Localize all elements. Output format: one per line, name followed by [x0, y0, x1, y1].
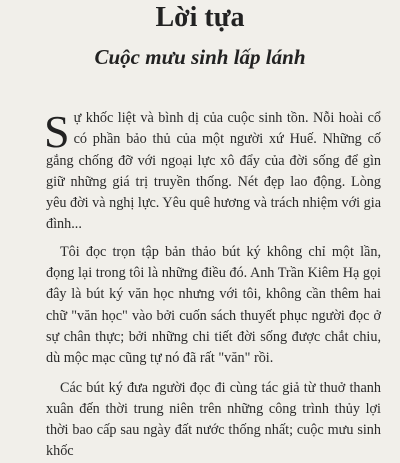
paragraph-2: Tôi đọc trọn tập bản thảo bút ký không chỉ một lần, đọng lại trong tôi là những điều đó. Anh Trần Kiêm Hạ gọi đây là bút ký văn học nhưng với tôi, không cần thêm hai chữ "văn học" vào bởi cuốn sách thuyết phục người đọc ở sự chân thực; bởi những chi tiết đời sống được chắt chiu, dù mộc mạc cũng tự nó đã rất "văn" rồi. [46, 243, 381, 367]
paragraph-3: Các bút ký đưa người đọc đi cùng tác giả từ thuở thanh xuân đến thời trung niên trên những công trình thủy lợi thời bao cấp sau ngày đất nước thống nhất; cuộc mưu sinh khốc [46, 379, 381, 460]
page-title: Lời tựa [155, 2, 245, 33]
body-text [46, 108, 381, 463]
drop-cap: S [44, 106, 70, 157]
paragraph-1-text: ự khốc liệt và bình dị của cuộc sinh tồn. Nỗi hoài cổ có phần bảo thủ của một người xứ Huế. Những cố gắng chống đỡ với ngoại lực xô đẩy của đời sống để gìn giữ những giá trị truyền thống. Nét đẹp lao động. Lòng yêu đời và nghị lực. Yêu quê hương và trách nhiệm với gia đình... [46, 110, 381, 233]
page-subtitle: Cuộc mưu sinh lấp lánh [94, 45, 306, 69]
paragraph-1 [46, 108, 381, 236]
